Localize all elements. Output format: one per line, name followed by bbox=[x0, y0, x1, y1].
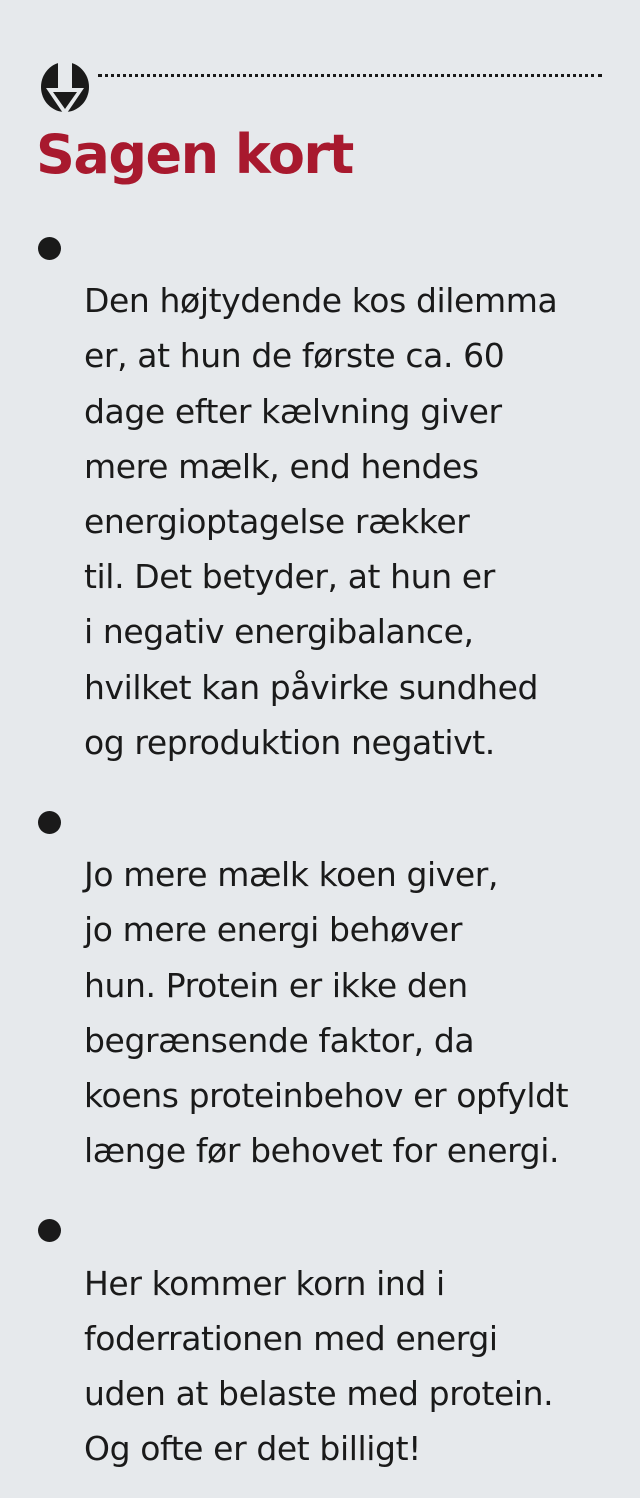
summary-list bbox=[38, 218, 628, 1498]
list-item-text: Den højtydende kos dilemma er, at hun de første ca. 60 dage efter kælvning giver mere mælk, end hendes energioptagelse rækker til. Det betyder, at hun er i negativ energibalance, hvilket kan påvirke sundhed og reproduktion negativt. bbox=[84, 281, 558, 762]
bullet-icon bbox=[38, 237, 61, 260]
list-item bbox=[38, 1200, 628, 1476]
list-item bbox=[38, 218, 628, 770]
list-item bbox=[38, 792, 628, 1178]
list-item-text: Jo mere mælk koen giver, jo mere energi behøver hun. Protein er ikke den begrænsende faktor, da koens proteinbehov er opfyldt længe før behovet for energi. bbox=[84, 855, 569, 1171]
down-arrow-circle-icon bbox=[38, 58, 94, 116]
dotted-rule bbox=[98, 74, 602, 77]
box-header bbox=[38, 58, 604, 116]
box-title: Sagen kort bbox=[36, 123, 353, 186]
bullet-icon bbox=[38, 1219, 61, 1242]
list-item-text: Her kommer korn ind i foderrationen med energi uden at belaste med protein. Og ofte er det billigt! bbox=[84, 1263, 554, 1469]
bullet-icon bbox=[38, 811, 61, 834]
